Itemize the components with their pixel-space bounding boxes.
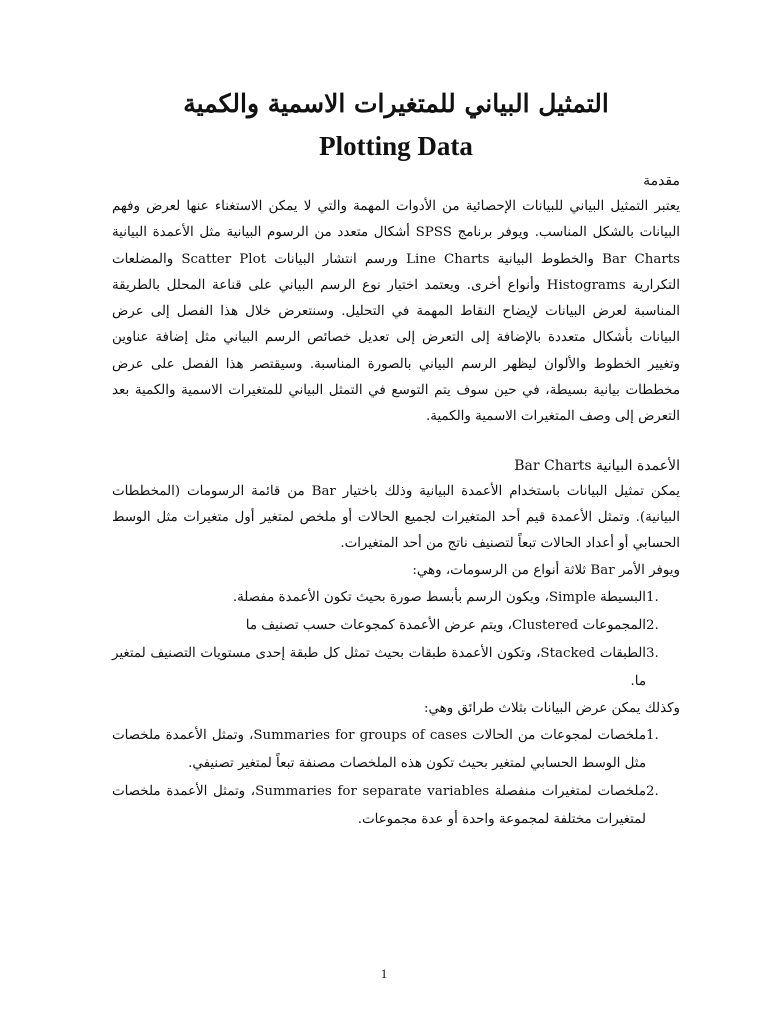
list-item <box>112 612 680 640</box>
document-page <box>112 84 680 1004</box>
list-item <box>112 778 680 834</box>
bar-charts-paragraph: يمكن تمثيل البيانات باستخدام الأعمدة البيانية وذلك باختيار Bar من قائمة الرسومات (المخططات البيانية). وتمثل الأعمدة قيم أحد المتغيرات لجميع الحالات أو ملخص لمتغير أول متغيرات مثل الوسط الحسابي أو أعداد الحالات تبعاً لتصنيف ناتج من أحد المتغيرات. <box>112 483 680 552</box>
bar-charts-heading: الأعمدة البيانية Bar Charts <box>514 457 680 474</box>
list-item-text: ملخصات لمجوعات من الحالات Summaries for groups of cases، وتمثل الأعمدة ملخصات مثل الوسط الحسابي لمتغير بحيث تكون هذه الملخصات مصنفة تبعاً لمتغير تصنيفي. <box>112 728 647 772</box>
bar-types-list <box>112 584 680 696</box>
list-item <box>112 722 680 778</box>
list-item-number: 1. <box>646 728 659 744</box>
methods-intro: وكذلك يمكن عرض البيانات بثلاث طرائق وهي: <box>424 700 680 716</box>
list-item-text: الطبقات Stacked، وتكون الأعمدة طبقات بحيث تمثل كل طبقة إحدى مستويات التصنيف لمتغير ما. <box>112 645 646 689</box>
list-item-text: البسيطة Simple، ويكون الرسم بأبسط صورة بحيث تكون الأعمدة مفصلة. <box>232 589 646 605</box>
list-item-number: 2. <box>646 617 659 633</box>
methods-list <box>112 722 680 834</box>
list-item-number: 2. <box>646 784 659 800</box>
list-item <box>112 584 680 612</box>
page-title-english: Plotting Data <box>319 131 473 161</box>
list-item-number: 1. <box>646 589 659 605</box>
page-number: 1 <box>380 966 388 981</box>
intro-heading: مقدمة <box>643 173 680 189</box>
bar-types-intro: ويوفر الأمر Bar ثلاثة أنواع من الرسومات، وهي: <box>412 562 680 578</box>
list-item-text: ملخصات لمتغيرات منفصلة Summaries for separate variables، وتمثل الأعمدة ملخصات لمتغيرات مختلفة لمجموعة واحدة أو عدة مجموعات. <box>112 784 646 828</box>
intro-paragraph: يعتبر التمثيل البياني للبيانات الإحصائية من الأدوات المهمة والتي لا يمكن الاستغناء عنها لعرض وفهم البيانات بالشكل المناسب. ويوفر برنامج SPSS أشكال متعدد من الرسوم البيانية مثل الأعمدة البيانية Bar Charts والخطوط البيانية Line Charts ورسم انتشار البيانات Scatter Plot والمضلعات التكرارية Histograms وأنواع أخرى. ويعتمد اختيار نوع الرسم البياني على قناعة المحلل بالطريقة المناسبة لعرض البيانات لإيضاح النقاط المهمة في التحليل. وسنتعرض خلال هذا الفصل إلى عرض البيانات بأشكال متعددة بالإضافة إلى التعرض إلى تعديل خصائص الرسم البياني مثل إضافة عناوين وتغيير الخطوط والألوان ليظهر الرسم البياني بالصورة المناسبة. وسيقتصر هذا الفصل على عرض مخططات بيانية بسيطة، في حين سوف يتم التوسع في التمثل البياني للمتغيرات الاسمية والكمية بعد التعرض إلى وصف المتغيرات الاسمية والكمية. <box>112 199 681 425</box>
list-item-number: 3. <box>646 645 659 661</box>
section-gap <box>112 431 680 453</box>
list-item <box>112 640 680 696</box>
list-item-text: المجموعات Clustered، ويتم عرض الأعمدة كمجوعات حسب تصنيف ما <box>245 617 646 633</box>
page-title-arabic: التمثيل البياني للمتغيرات الاسمية والكمية <box>183 89 609 118</box>
